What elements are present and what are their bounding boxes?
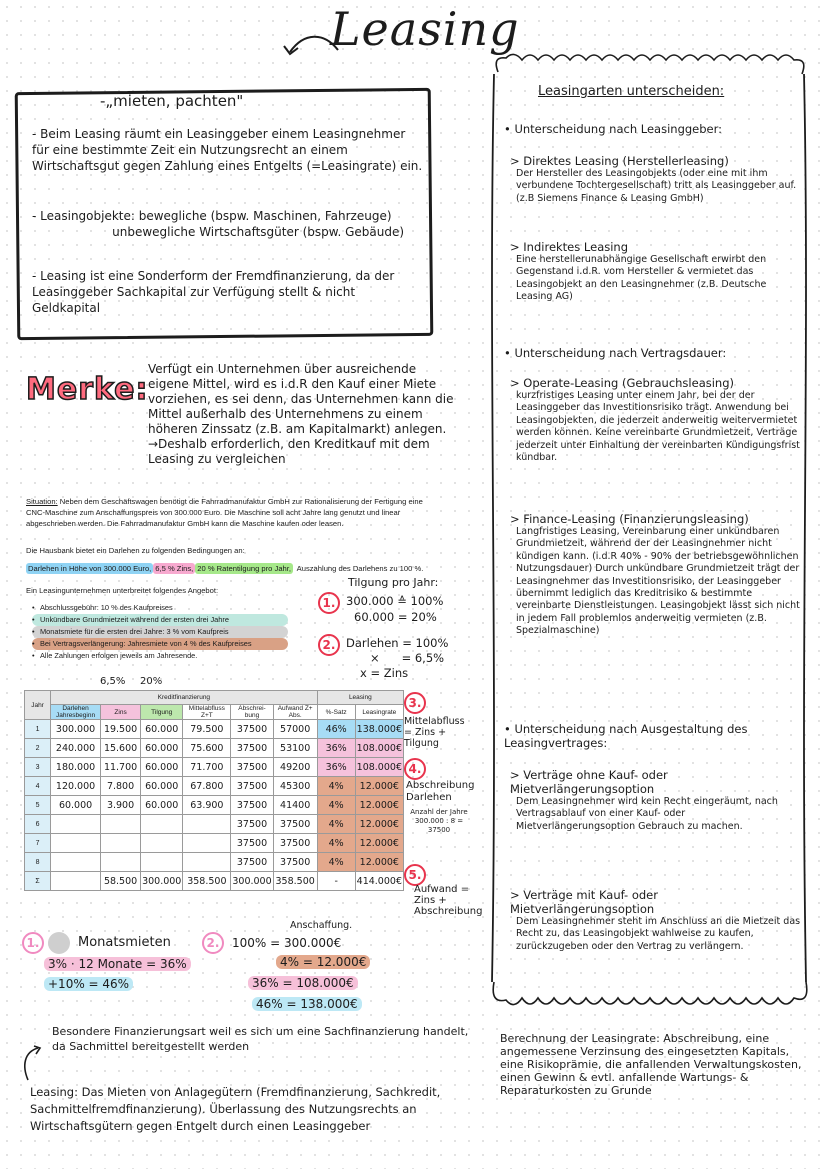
step-2-badge-bottom: 2. bbox=[202, 932, 224, 954]
list-item: • Abschlussgebühr: 10 % des Kaufpreises bbox=[32, 602, 288, 614]
cell-mittelabfluss: 67.800 bbox=[183, 777, 231, 796]
subsection-body: Eine herstellerunabhängige Gesellschaft erwirbt den Gegenstand i.d.R. vom Hersteller & vermietet das Leasingobjekt an den Leasingnehmer (z.B. Deutsche Leasing AG) bbox=[516, 254, 767, 303]
cell-tilgung bbox=[141, 853, 183, 872]
subsection-heading: > Indirektes Leasing bbox=[510, 240, 629, 254]
table-row bbox=[25, 815, 404, 834]
cell-jahr: 7 bbox=[25, 834, 51, 853]
cell-mittelabfluss: 75.600 bbox=[183, 739, 231, 758]
anschaffung-label: Anschaffung. bbox=[290, 920, 353, 931]
header-satz: %-Satz bbox=[317, 705, 355, 720]
cell-zins: 7.800 bbox=[101, 777, 141, 796]
cell-satz: 4% bbox=[317, 815, 355, 834]
cell-darlehen: 300.000 bbox=[51, 720, 101, 739]
cell-mittelabfluss bbox=[183, 834, 231, 853]
indirektes-leasing bbox=[504, 240, 804, 304]
table-row bbox=[25, 758, 404, 777]
subsection-heading: > Finance-Leasing (Finanzierungsleasing) bbox=[510, 512, 749, 526]
cell-aufwand: 358.500 bbox=[273, 872, 317, 891]
cell-abschreibung: 37500 bbox=[231, 758, 273, 777]
section-ausgestaltung bbox=[504, 722, 804, 750]
cell-jahr: Σ bbox=[25, 872, 51, 891]
subsection-heading: > Operate-Leasing (Gebrauchsleasing) bbox=[510, 376, 735, 390]
cell-tilgung: 60.000 bbox=[141, 739, 183, 758]
aufwand-note: Aufwand = Zins + Abschreibung bbox=[414, 884, 483, 917]
subsection-body: Dem Leasingnehmer wird kein Recht eingeräumt, nach Vertragsablauf von einer Kauf- oder Mietverlängerungsoption Gebrauch zu machen. bbox=[516, 796, 778, 832]
table-row bbox=[25, 853, 404, 872]
header-zins: Zins bbox=[101, 705, 141, 720]
cell-darlehen bbox=[51, 815, 101, 834]
merke-label: Merke: bbox=[26, 372, 149, 407]
abschreibung-note: Abschreibung Darlehen bbox=[406, 780, 475, 803]
darlehen-auszahlung: Auszahlung des Darlehens zu 100 %. bbox=[294, 564, 424, 573]
abschreibung-calc: Anzahl der Jahre 300.000 : 8 = 37500 bbox=[410, 808, 468, 834]
cell-aufwand: 53100 bbox=[273, 739, 317, 758]
mittelabfluss-note: Mittelabfluss = Zins + Tilgung bbox=[404, 716, 465, 749]
cell-tilgung bbox=[141, 834, 183, 853]
cell-aufwand: 37500 bbox=[273, 815, 317, 834]
subsection-heading: > Verträge ohne Kauf- oder Mietverlängerungsoption bbox=[510, 768, 668, 796]
cell-jahr: 8 bbox=[25, 853, 51, 872]
calc-2-line-3: x = Zins bbox=[360, 666, 409, 680]
cell-jahr: 3 bbox=[25, 758, 51, 777]
cell-zins bbox=[101, 815, 141, 834]
header-group-kredit: Kreditfinanzierung bbox=[51, 691, 318, 705]
tilgung-annotation: 20% bbox=[140, 676, 163, 687]
besondere-note: Besondere Finanzierungsart weil es sich um eine Sachfinanzierung handelt, da Sachmittel bereitgestellt werden bbox=[52, 1025, 469, 1053]
subsection-body: Der Hersteller des Leasingobjekts (oder eine mit ihm verbundene Tochtergesellschaft) tritt als Leasinggeber auf. (z.B Siemens Finance & Leasing GmbH) bbox=[516, 168, 797, 204]
leasing-conditions-list bbox=[32, 602, 288, 662]
grey-dot-icon bbox=[48, 932, 70, 954]
cell-abschreibung: 300.000 bbox=[231, 872, 273, 891]
leasingarten-title: Leasingarten unterscheiden: bbox=[538, 84, 725, 99]
cell-zins bbox=[101, 853, 141, 872]
step-5-badge: 5. bbox=[404, 864, 426, 886]
cell-zins: 15.600 bbox=[101, 739, 141, 758]
calc-2-line-2: × = 6,5% bbox=[370, 651, 445, 665]
cell-rate: 12.000€ bbox=[355, 796, 403, 815]
cell-satz: - bbox=[317, 872, 355, 891]
cell-abschreibung: 37500 bbox=[231, 739, 273, 758]
anschaffung-line-3: 36% = 108.000€ bbox=[248, 976, 358, 990]
list-item: • Bei Vertragsverlängerung: Jahresmiete von 4 % des Kaufpreises bbox=[32, 638, 288, 650]
cell-satz: 4% bbox=[317, 834, 355, 853]
anschaffung-line-2: 4% = 12.000€ bbox=[276, 955, 370, 969]
page-title: Leasing bbox=[330, 2, 520, 56]
comparison-table bbox=[24, 690, 404, 891]
calc-1-line-1: 300.000 ≙ 100% bbox=[346, 594, 444, 608]
step-2-badge: 2. bbox=[318, 634, 340, 656]
cell-rate: 12.000€ bbox=[355, 815, 403, 834]
cell-aufwand: 45300 bbox=[273, 777, 317, 796]
monatsmieten-line-2: +10% = 46% bbox=[44, 977, 133, 991]
definition-paragraph-2: - Leasingobjekte: bewegliche (bspw. Maschinen, Fahrzeuge) unbewegliche Wirtschaftsgüter (bspw. Gebäude) bbox=[32, 209, 405, 239]
cell-jahr: 2 bbox=[25, 739, 51, 758]
vertraege-ohne-option bbox=[504, 768, 804, 833]
cell-zins: 11.700 bbox=[101, 758, 141, 777]
header-group-leasing: Leasing bbox=[317, 691, 403, 705]
header-mittelabfluss: Mittelabfluss Z+T bbox=[183, 705, 231, 720]
cell-zins: 3.900 bbox=[101, 796, 141, 815]
cell-darlehen: 120.000 bbox=[51, 777, 101, 796]
cell-darlehen: 180.000 bbox=[51, 758, 101, 777]
finance-leasing bbox=[504, 512, 804, 638]
cell-aufwand: 37500 bbox=[273, 853, 317, 872]
cell-mittelabfluss: 71.700 bbox=[183, 758, 231, 777]
cell-rate: 414.000€ bbox=[355, 872, 403, 891]
monatsmieten-line-1: 3% · 12 Monate = 36% bbox=[44, 957, 191, 971]
cell-mittelabfluss: 358.500 bbox=[183, 872, 231, 891]
cell-abschreibung: 37500 bbox=[231, 777, 273, 796]
operate-leasing bbox=[504, 376, 804, 464]
list-item: • Monatsmiete für die ersten drei Jahre: 3 % vom Kaufpreis bbox=[32, 626, 288, 638]
cell-abschreibung: 37500 bbox=[231, 796, 273, 815]
cell-tilgung: 300.000 bbox=[141, 872, 183, 891]
cell-darlehen: 60.000 bbox=[51, 796, 101, 815]
cell-abschreibung: 37500 bbox=[231, 834, 273, 853]
cell-abschreibung: 37500 bbox=[231, 853, 273, 872]
calc-1-line-2: 60.000 = 20% bbox=[354, 610, 437, 624]
cell-rate: 108.000€ bbox=[355, 739, 403, 758]
table-row bbox=[25, 777, 404, 796]
header-tilgung: Tilgung bbox=[141, 705, 183, 720]
cell-aufwand: 49200 bbox=[273, 758, 317, 777]
list-item: • Unkündbare Grundmietzeit während der ersten drei Jahre bbox=[32, 614, 288, 626]
leasing-definition: Leasing: Das Mieten von Anlagegütern (Fremdfinanzierung, Sachkredit, Sachmittelfremdfinanzierung). Überlassung des Nutzungsrechts an Wirtschaftsgütern gegen Entgelt durch einen Leasinggeber bbox=[30, 1085, 441, 1133]
hausbank-text: Die Hausbank bietet ein Darlehen zu folgenden Bedingungen an: bbox=[26, 546, 245, 555]
table-row bbox=[25, 720, 404, 739]
cell-rate: 12.000€ bbox=[355, 777, 403, 796]
step-4-badge: 4. bbox=[404, 758, 426, 780]
step-3-badge: 3. bbox=[404, 692, 426, 714]
cell-rate: 108.000€ bbox=[355, 758, 403, 777]
cell-tilgung: 60.000 bbox=[141, 796, 183, 815]
section-heading: • Unterscheidung nach Leasinggeber: bbox=[504, 122, 723, 136]
cell-satz: 46% bbox=[317, 720, 355, 739]
cell-zins: 58.500 bbox=[101, 872, 141, 891]
zins-annotation: 6,5% bbox=[100, 676, 126, 687]
cell-zins bbox=[101, 834, 141, 853]
darlehen-tilgung: 20 % Ratentilgung pro Jahr, bbox=[197, 564, 291, 573]
cell-darlehen bbox=[51, 872, 101, 891]
cell-mittelabfluss: 63.900 bbox=[183, 796, 231, 815]
step-1-badge-bottom: 1. bbox=[22, 932, 44, 954]
cell-rate: 12.000€ bbox=[355, 834, 403, 853]
cell-jahr: 5 bbox=[25, 796, 51, 815]
table-row bbox=[25, 872, 404, 891]
leasing-intro: Ein Leasingunternehmen unterbreitet folgendes Angebot: bbox=[26, 586, 219, 595]
header-rate: Leasingrate bbox=[355, 705, 403, 720]
anschaffung-line-4: 46% = 138.000€ bbox=[252, 997, 362, 1011]
cell-darlehen: 240.000 bbox=[51, 739, 101, 758]
darlehen-amount: Darlehen in Höhe von 300.000 Euro, bbox=[28, 564, 152, 573]
berechnung-leasingrate: Berechnung der Leasingrate: Abschreibung, eine angemessene Verzinsung des eingesetzten Kapitals, eine Risikoprämie, die anfallenden Verwaltungskosten, einen Gewinn & evtl. anfallende Wartungs- & Reparaturkosten zu Grunde bbox=[500, 1032, 802, 1097]
cell-satz: 36% bbox=[317, 739, 355, 758]
cell-jahr: 4 bbox=[25, 777, 51, 796]
cell-tilgung bbox=[141, 815, 183, 834]
situation-label: Situation: bbox=[26, 497, 58, 506]
merke-text: Verfügt ein Unternehmen über ausreichende eigene Mittel, wird es i.d.R den Kauf einer Miete vorziehen, es sei denn, das Unternehmen kann die Mittel außerhalb des Unternehmens zu einem höheren Zinssatz (z.B. am Kapitalmarkt) anlegen. →Deshalb erforderlich, den Kreditkauf mit dem Leasing zu vergleichen bbox=[148, 362, 454, 466]
anschaffung-line-1: 100% = 300.000€ bbox=[232, 936, 342, 950]
section-heading: • Unterscheidung nach Vertragsdauer: bbox=[504, 346, 727, 360]
section-leasinggeber bbox=[504, 122, 804, 136]
section-heading: • Unterscheidung nach Ausgestaltung des Leasingvertrages: bbox=[504, 722, 748, 750]
cell-satz: 4% bbox=[317, 777, 355, 796]
tilgung-label: Tilgung pro Jahr: bbox=[348, 576, 439, 589]
cell-jahr: 1 bbox=[25, 720, 51, 739]
situation-body: Neben dem Geschäftswagen benötigt die Fahrradmanufaktur GmbH zur Rationalisierung der Fertigung eine CNC-Maschine zum Anschaffungspreis von 300.000 Euro. Die Maschine soll acht Jahre lang genutzt und linear abgeschrieben werden. Die Fahrradmanufaktur GmbH kann die Maschine kaufen oder leasen. bbox=[26, 497, 423, 528]
subsection-body: Langfristiges Leasing, Vereinbarung einer unkündbaren Grundmietzeit, während der der Leasingnehmer nicht kündigen kann. (i.d.R 40% - 90% der betriebsgewöhnlichen Nutzungsdauer) Durch unkündbare Grundmietzeit trägt der Leasingnehmer das Investitionsrisiko, der Leasinggeber übernimmt lediglich das Kreditrisiko & bestimmte vereinbarte Dienstleistungen. Leasingobjekt lässt sich nicht in jedem Fall problemlos anderweitig vermieten (z.B. Spezialmaschine) bbox=[516, 526, 800, 637]
definition-mieten: -„mieten, pachten" bbox=[100, 92, 244, 110]
cell-tilgung: 60.000 bbox=[141, 777, 183, 796]
cell-abschreibung: 37500 bbox=[231, 720, 273, 739]
cell-satz: 4% bbox=[317, 796, 355, 815]
calc-2-line-1: Darlehen = 100% bbox=[346, 636, 449, 650]
cell-aufwand: 37500 bbox=[273, 834, 317, 853]
cell-tilgung: 60.000 bbox=[141, 758, 183, 777]
vertraege-mit-option bbox=[504, 888, 804, 953]
table-row bbox=[25, 796, 404, 815]
cell-mittelabfluss: 79.500 bbox=[183, 720, 231, 739]
monatsmieten-label: Monatsmieten bbox=[78, 935, 171, 950]
darlehen-conditions bbox=[26, 564, 425, 573]
subsection-body: Dem Leasingnehmer steht im Anschluss an die Mietzeit das Recht zu, das Leasingobjekt wahlweise zu kaufen, zurückzugeben oder den Vertrag zu verlängern. bbox=[516, 916, 801, 952]
cell-abschreibung: 37500 bbox=[231, 815, 273, 834]
table-row bbox=[25, 739, 404, 758]
list-item: • Alle Zahlungen erfolgen jeweils am Jahresende. bbox=[32, 650, 288, 662]
header-abschreibung: Abschrei-bung bbox=[231, 705, 273, 720]
direktes-leasing bbox=[504, 154, 804, 205]
cell-aufwand: 41400 bbox=[273, 796, 317, 815]
header-darlehen: Darlehen Jahresbeginn bbox=[51, 705, 101, 720]
table-row bbox=[25, 834, 404, 853]
cell-satz: 4% bbox=[317, 853, 355, 872]
step-1-badge: 1. bbox=[318, 592, 340, 614]
subsection-body: kurzfristiges Leasing unter einem Jahr, bei der der Leasinggeber das Investitionsrisiko trägt. Anwendung bei Leasingobjekten, die jederzeit anderweitig weitervermietet werden können. Keine vereinbarte Grundmietzeit, Verträge jederzeit unter Einhaltung der vereinbarten Kündigungsfrist kündbar. bbox=[516, 390, 800, 464]
header-jahr: Jahr bbox=[25, 691, 51, 720]
cell-mittelabfluss bbox=[183, 853, 231, 872]
subsection-heading: > Direktes Leasing (Herstellerleasing) bbox=[510, 154, 729, 168]
header-aufwand: Aufwand Z+ Abs. bbox=[273, 705, 317, 720]
subsection-heading: > Verträge mit Kauf- oder Mietverlängerungsoption bbox=[510, 888, 658, 916]
cell-darlehen bbox=[51, 834, 101, 853]
darlehen-zins: 6,5 % Zins, bbox=[155, 564, 194, 573]
cell-darlehen bbox=[51, 853, 101, 872]
cell-rate: 138.000€ bbox=[355, 720, 403, 739]
cell-satz: 36% bbox=[317, 758, 355, 777]
cell-tilgung: 60.000 bbox=[141, 720, 183, 739]
cell-aufwand: 57000 bbox=[273, 720, 317, 739]
situation-text bbox=[26, 496, 440, 529]
cell-rate: 12.000€ bbox=[355, 853, 403, 872]
cell-zins: 19.500 bbox=[101, 720, 141, 739]
definition-paragraph-3: - Leasing ist eine Sonderform der Fremdfinanzierung, da der Leasinggeber Sachkapital zur Verfügung stellt & nicht Geldkapital bbox=[32, 269, 395, 315]
cell-mittelabfluss bbox=[183, 815, 231, 834]
definition-paragraph-1: - Beim Leasing räumt ein Leasinggeber einem Leasingnehmer für eine bestimmte Zeit ein Nutzungsrecht an einem Wirtschaftsgut gegen Zahlung eines Entgelts (=Leasingrate) ein. bbox=[32, 127, 423, 173]
section-vertragsdauer bbox=[504, 346, 804, 360]
cell-jahr: 6 bbox=[25, 815, 51, 834]
curved-arrow-icon bbox=[20, 1044, 44, 1084]
